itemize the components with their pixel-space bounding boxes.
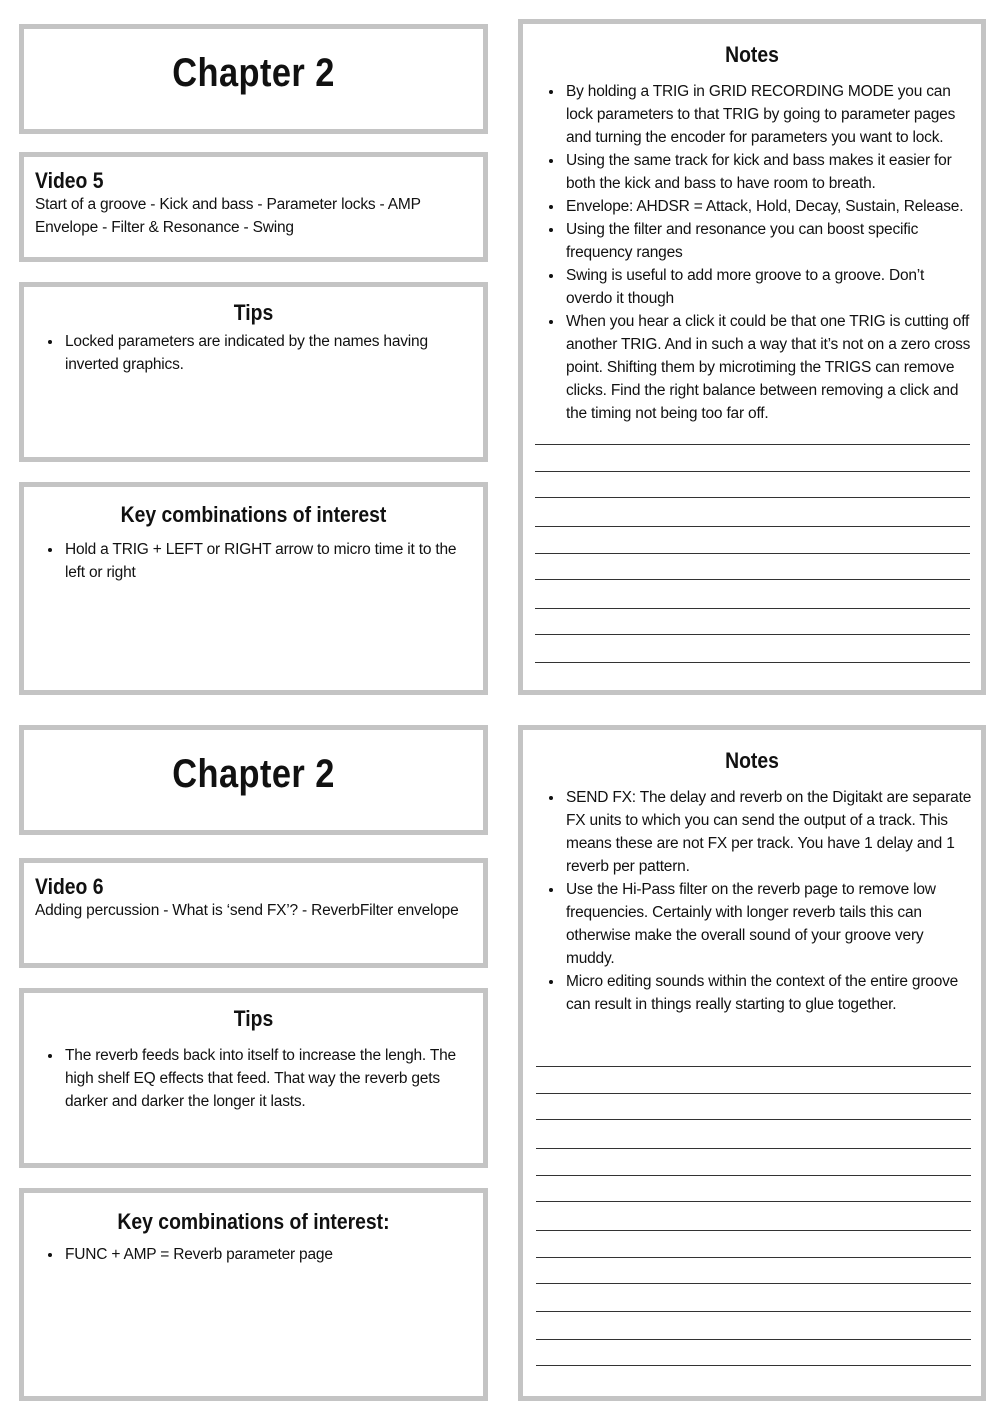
key-combinations-box [19,482,488,695]
note-item: • SEND FX: The delay and reverb on the Digitakt are separate FX units to which you can send the output of a track. This means these are not FX per track. You have 1 delay and 1 reverb per pattern. [564,786,973,878]
key-combinations-list [25,538,475,584]
writing-line [536,1201,971,1202]
key-combinations-title: Key combinations of interest [120,502,387,527]
tips-box [19,988,488,1168]
notes-box [518,19,986,695]
tip-item: • The reverb feeds back into itself to increase the lengh. The high shelf EQ effects that feed. That way the reverb gets darker and darker the longer it lasts. [63,1044,475,1113]
writing-line [535,444,970,445]
key-combination-item: • FUNC + AMP = Reverb parameter page [63,1243,475,1266]
writing-line [536,1283,971,1284]
writing-line [535,526,970,527]
tips-title: Tips [233,1006,274,1031]
tip-item: • Locked parameters are indicated by the names having inverted graphics. [63,330,475,376]
note-item: • Using the filter and resonance you can boost specific frequency ranges [564,218,973,264]
chapter-box [19,725,488,835]
tips-list [25,1044,475,1113]
note-item: • Envelope: AHDSR = Attack, Hold, Decay, Sustain, Release. [564,195,973,218]
notes-box [518,725,986,1401]
chapter-title: Chapter 2 [172,51,335,95]
video-title: Video 5 [35,168,104,193]
video-description: Start of a groove - Kick and bass - Parameter locks - AMP Envelope - Filter & Resonance - Swing [35,196,421,236]
note-item: • Swing is useful to add more groove to a groove. Don’t overdo it though [564,264,973,310]
writing-line [536,1230,971,1231]
writing-line [536,1257,971,1258]
writing-line [536,1365,971,1366]
chapter-title: Chapter 2 [172,752,335,796]
video-description: Adding percussion - What is ‘send FX’? - ReverbFilter envelope [35,902,459,919]
writing-line [535,662,970,663]
video-box [19,152,488,262]
note-item: • By holding a TRIG in GRID RECORDING MODE you can lock parameters to that TRIG by going to parameter pages and turning the encoder for parameters you want to lock. [564,80,973,149]
note-item: • Micro editing sounds within the context of the entire groove can result in things really starting to glue together. [564,970,973,1016]
writing-line [536,1311,971,1312]
note-item: • Using the same track for kick and bass makes it easier for both the kick and bass to have room to breath. [564,149,973,195]
writing-line [535,608,970,609]
writing-line [535,553,970,554]
key-combinations-box [19,1188,488,1401]
notes-list [526,786,973,1016]
note-item: • When you hear a click it could be that one TRIG is cutting off another TRIG. And in such a way that it’s not on a zero cross point. Shifting them by microtiming the TRIGS can remove clicks. Find the right balance between removing a click and the timing not being too far off. [564,310,973,425]
tips-box [19,282,488,462]
writing-line [536,1119,971,1120]
writing-line [536,1175,971,1176]
notes-title: Notes [725,42,779,67]
chapter-box [19,24,488,134]
video-box [19,858,488,968]
notes-title: Notes [725,748,779,773]
tips-list [25,330,475,376]
writing-line [535,471,970,472]
key-combination-item: • Hold a TRIG + LEFT or RIGHT arrow to micro time it to the left or right [63,538,475,584]
key-combinations-title: Key combinations of interest: [117,1209,390,1234]
writing-line [535,634,970,635]
writing-line [535,579,970,580]
writing-line [536,1339,971,1340]
writing-line [535,497,970,498]
video-title: Video 6 [35,874,104,899]
tips-title: Tips [233,300,274,325]
writing-line [536,1148,971,1149]
key-combinations-list [25,1243,475,1266]
note-item: • Use the Hi-Pass filter on the reverb page to remove low frequencies. Certainly with longer reverb tails this can otherwise make the overall sound of your groove very muddy. [564,878,973,970]
notes-list [526,80,973,425]
writing-line [536,1093,971,1094]
writing-line [536,1066,971,1067]
